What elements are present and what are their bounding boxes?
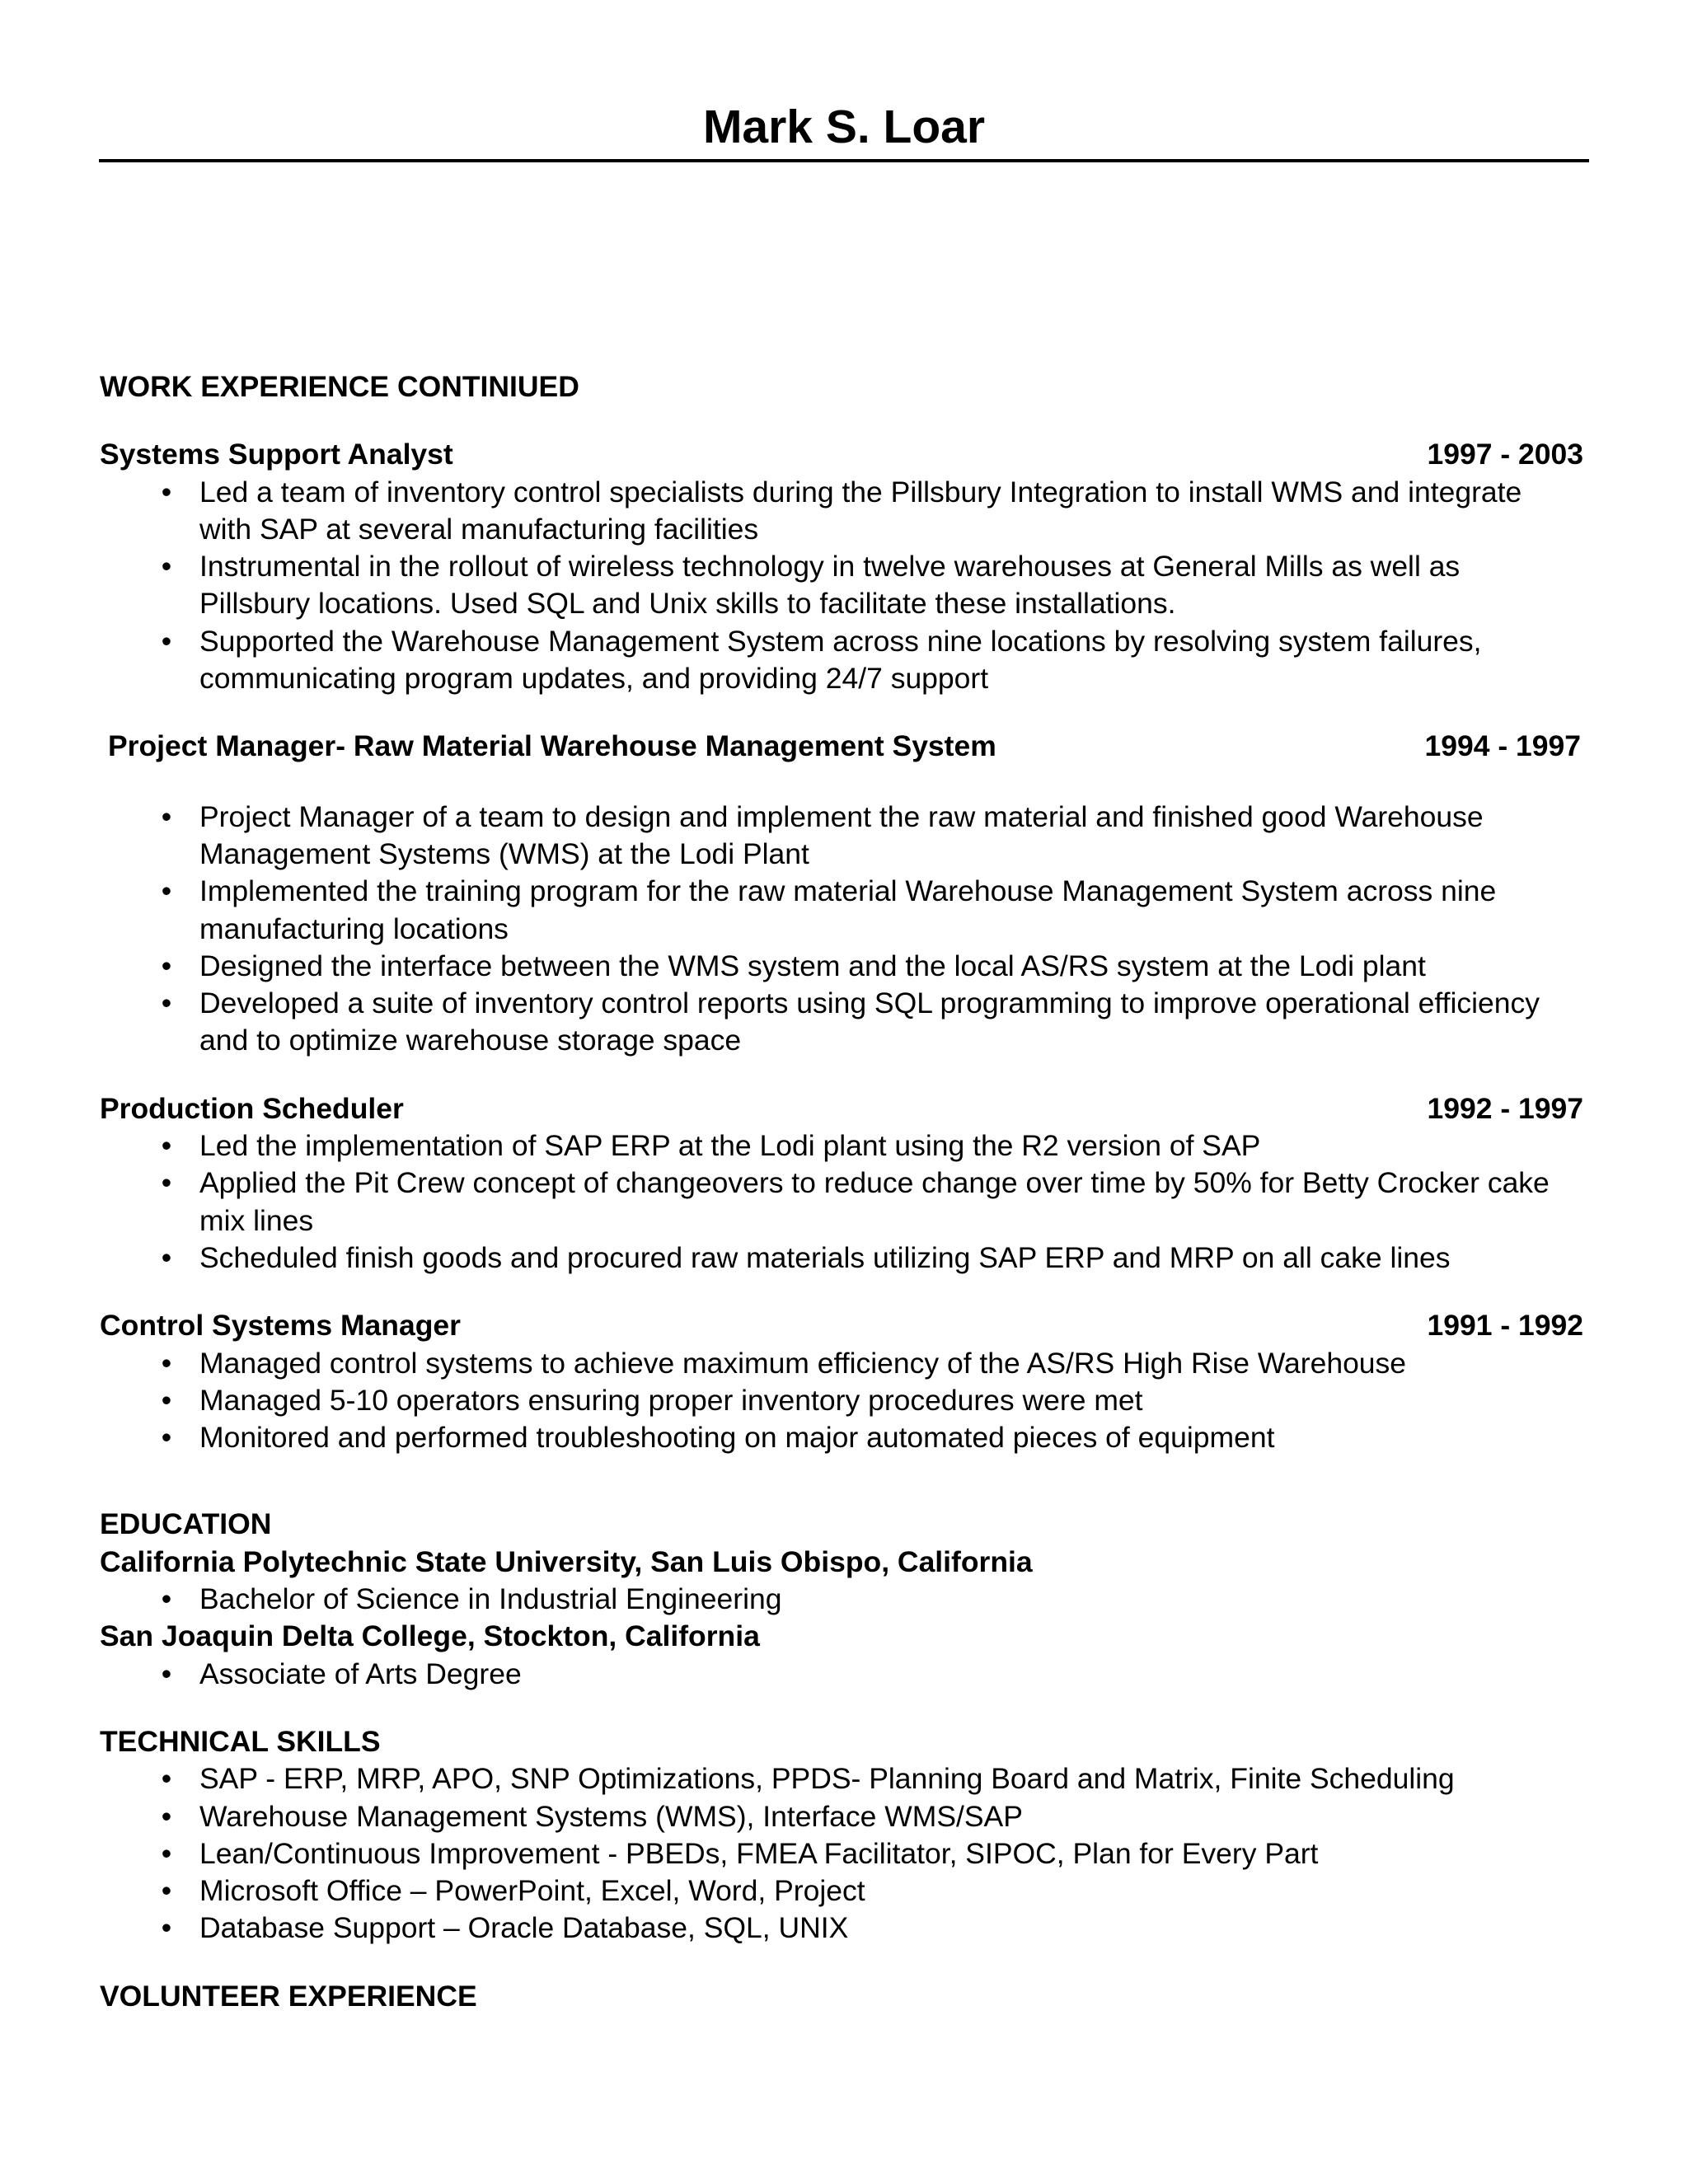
job-bullets [100,474,1583,698]
job-title: Systems Support Analyst [100,438,453,471]
bullet-text: Developed a suite of inventory control reports using SQL programming to improve operational efficiency and to optimize warehouse storage space [199,987,1540,1057]
bullet-item [100,948,1583,985]
candidate-name: Mark S. Loar [702,101,986,153]
bullet-item [100,474,1583,549]
bullet-item [100,1382,1583,1419]
job-bullets [100,1345,1583,1457]
bullet-icon: • [161,1762,172,1796]
bullet-icon: • [161,1911,172,1945]
job-years: 1992 - 1997 [1427,1091,1583,1125]
degree-text: Associate of Arts Degree [199,1657,522,1690]
bullet-item [100,799,1583,874]
header-divider [99,159,1589,162]
job-entry [100,1307,1583,1456]
skill-text: Microsoft Office – PowerPoint, Excel, Word, Project [199,1874,865,1908]
bullet-icon: • [161,799,172,833]
education-heading: EDUCATION [100,1507,272,1541]
bullet-item [100,1835,1583,1872]
job-entry [100,436,1583,697]
bullet-text: Scheduled finish goods and procured raw materials utilizing SAP ERP and MRP on all cake lines [199,1240,1451,1274]
job-entry [100,1090,1583,1277]
bullet-icon: • [161,1166,172,1200]
bullet-item [100,1419,1583,1456]
bullet-icon: • [161,1799,172,1833]
bullet-icon: • [161,1874,172,1908]
job-header [100,1090,1583,1127]
bullet-text: Instrumental in the rollout of wireless technology in twelve warehouses at General Mills as well as Pillsbury locations. Used SQL and Unix skills to facilitate these installations. [199,550,1461,621]
bullet-text: Managed control systems to achieve maximum efficiency of the AS/RS High Rise Warehouse [199,1346,1407,1380]
bullet-item [100,985,1583,1060]
bullet-icon: • [161,1836,172,1870]
bullet-icon: • [161,949,172,982]
bullet-item [100,1798,1583,1835]
bullet-text: Monitored and performed troubleshooting on major automated pieces of equipment [199,1421,1275,1455]
bullet-item [100,1240,1583,1277]
job-bullets [100,799,1583,1060]
job-entry [100,728,1583,1059]
resume-body [100,368,1583,2015]
school-name: San Joaquin Delta College, Stockton, California [100,1619,760,1653]
bullet-text: Implemented the training program for the raw material Warehouse Management System across nine manufacturing locations [199,874,1497,945]
bullet-item [100,1581,1583,1618]
job-years: 1997 - 2003 [1427,438,1583,471]
bullet-icon: • [161,1240,172,1274]
bullet-item [100,1910,1583,1947]
bullet-item [100,1345,1583,1382]
bullet-icon: • [161,1346,172,1380]
bullet-icon: • [161,550,172,583]
bullet-item [100,873,1583,948]
school-name: California Polytechnic State University, San Luis Obispo, California [100,1544,1033,1578]
bullet-item [100,623,1583,698]
bullet-icon: • [161,475,172,509]
job-header [100,728,1583,765]
bullet-icon: • [161,987,172,1020]
skills-list [100,1760,1583,1947]
bullet-item [100,1872,1583,1910]
skill-text: SAP - ERP, MRP, APO, SNP Optimizations, PPDS- Planning Board and Matrix, Finite Scheduling [199,1762,1455,1796]
bullet-icon: • [161,874,172,908]
degree-text: Bachelor of Science in Industrial Engineering [199,1582,782,1616]
bullet-icon: • [161,1657,172,1690]
bullet-icon: • [161,624,172,658]
bullet-text: Led a team of inventory control specialists during the Pillsbury Integration to install WMS and integrate with SAP at several manufacturing facilities [199,475,1522,546]
bullet-item [100,1656,1583,1693]
bullet-icon: • [161,1383,172,1417]
job-title: Project Manager- Raw Material Warehouse Management System [108,729,996,763]
job-title: Control Systems Manager [100,1309,461,1343]
bullet-item [100,1127,1583,1165]
bullet-text: Supported the Warehouse Management System across nine locations by resolving system failures, communicating program updates, and providing 24/7 support [199,624,1482,696]
bullet-text: Applied the Pit Crew concept of changeovers to reduce change over time by 50% for Betty Crocker cake mix lines [199,1166,1550,1237]
job-bullets [100,1127,1583,1277]
bullet-icon: • [161,1421,172,1455]
job-title: Production Scheduler [100,1091,404,1125]
degree-list [100,1656,1583,1693]
degree-list [100,1581,1583,1618]
skill-text: Lean/Continuous Improvement - PBEDs, FMEA Facilitator, SIPOC, Plan for Every Part [199,1836,1319,1870]
bullet-icon: • [161,1129,172,1163]
job-years: 1994 - 1997 [1424,729,1581,763]
work-experience-heading: WORK EXPERIENCE CONTINIUED [100,370,579,403]
technical-skills-heading: TECHNICAL SKILLS [100,1724,381,1758]
bullet-item [100,1760,1583,1797]
bullet-text: Managed 5-10 operators ensuring proper inventory procedures were met [199,1383,1143,1417]
job-header [100,1307,1583,1344]
job-years: 1991 - 1992 [1427,1309,1583,1343]
skill-text: Warehouse Management Systems (WMS), Interface WMS/SAP [199,1799,1023,1833]
bullet-text: Led the implementation of SAP ERP at the Lodi plant using the R2 version of SAP [199,1129,1261,1163]
volunteer-experience-heading: VOLUNTEER EXPERIENCE [100,1979,477,2013]
bullet-text: Designed the interface between the WMS system and the local AS/RS system at the Lodi plant [199,949,1426,982]
bullet-item [100,548,1583,623]
job-header [100,436,1583,473]
bullet-icon: • [161,1582,172,1616]
bullet-text: Project Manager of a team to design and implement the raw material and finished good Warehouse Management Systems (WMS) at the Lodi Plant [199,799,1484,870]
bullet-item [100,1165,1583,1240]
skill-text: Database Support – Oracle Database, SQL, UNIX [199,1911,849,1945]
